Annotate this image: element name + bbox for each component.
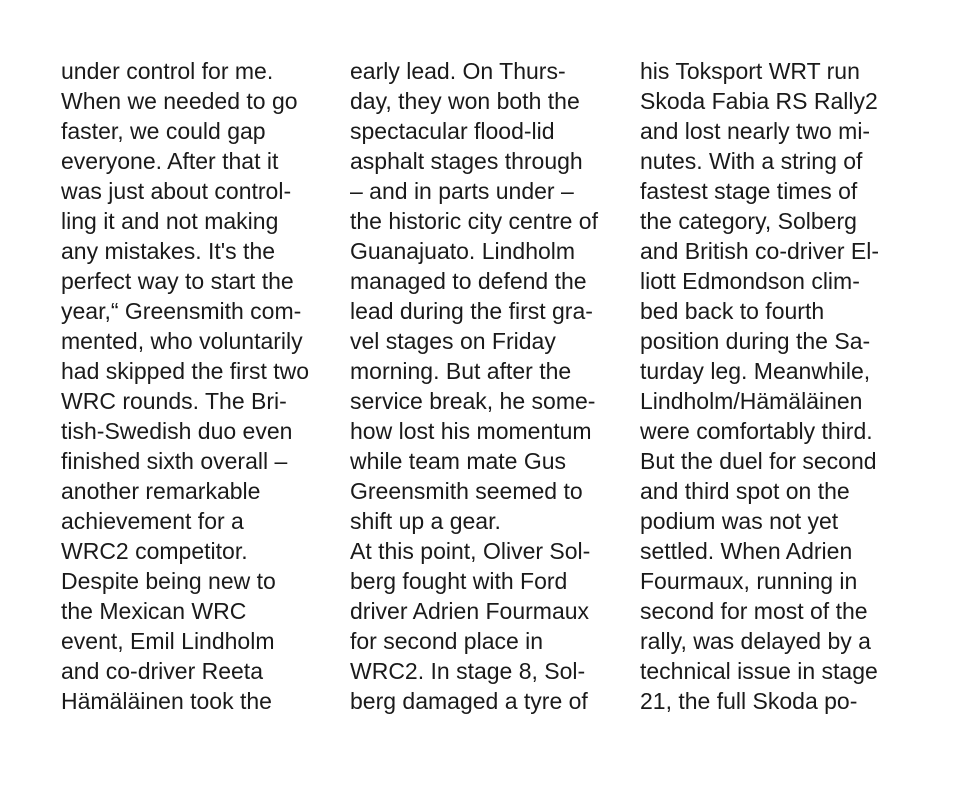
text-line: technical issue in stage [640,658,878,684]
text-line: nutes. With a string of [640,148,863,174]
text-line: shift up a gear. [350,508,501,534]
text-line: lead during the first gra- [350,298,593,324]
text-line: Fourmaux, running in [640,568,858,594]
text-line: and co-driver Reeta [61,658,263,684]
text-line: second for most of the [640,598,868,624]
text-line: perfect way to start the [61,268,294,294]
text-line: early lead. On Thurs- [350,58,566,84]
text-line: position during the Sa- [640,328,871,354]
text-line: any mistakes. It's the [61,238,276,264]
text-line: faster, we could gap [61,118,266,144]
text-line: how lost his momentum [350,418,592,444]
text-line: fastest stage times of [640,178,858,204]
text-line: the category, Solberg [640,208,857,234]
text-line: everyone. After that it [61,148,279,174]
text-line: Guanajuato. Lindholm [350,238,576,264]
text-line: his Toksport WRT run [640,58,860,84]
text-column-3 [640,56,879,716]
text-line: morning. But after the [350,358,572,384]
text-line: At this point, Oliver Sol- [350,538,591,564]
text-line: and lost nearly two mi- [640,118,871,144]
text-line: rally, was delayed by a [640,628,871,654]
text-line: another remarkable [61,478,261,504]
text-line: and British co-driver El- [640,238,880,264]
text-line: Lindholm/Hämäläinen [640,388,863,414]
text-line: podium was not yet [640,508,839,534]
text-line: event, Emil Lindholm [61,628,275,654]
text-line: When we needed to go [61,88,298,114]
text-line: settled. When Adrien [640,538,853,564]
text-line: driver Adrien Fourmaux [350,598,590,624]
text-line: Hämäläinen took the [61,688,272,714]
text-line: mented, who voluntarily [61,328,303,354]
text-line: was just about control- [61,178,292,204]
text-line: achievement for a [61,508,244,534]
text-line: berg fought with Ford [350,568,568,594]
text-line: year,“ Greensmith com- [61,298,302,324]
text-line: had skipped the first two [61,358,310,384]
text-line: vel stages on Friday [350,328,556,354]
text-line: service break, he some- [350,388,596,414]
text-line: bed back to fourth [640,298,825,324]
text-line: ling it and not making [61,208,279,234]
text-column-2 [350,56,598,716]
text-line: while team mate Gus [350,448,567,474]
text-line: for second place in [350,628,544,654]
text-line: WRC2. In stage 8, Sol- [350,658,586,684]
text-line: Despite being new to [61,568,276,594]
text-line: But the duel for second [640,448,877,474]
text-line: and third spot on the [640,478,850,504]
text-line: liott Edmondson clim- [640,268,860,294]
text-line: tish-Swedish duo even [61,418,293,444]
text-line: managed to defend the [350,268,587,294]
text-line: the historic city centre of [350,208,598,234]
text-line: finished sixth overall – [61,448,288,474]
text-column-1 [61,56,309,716]
text-line: WRC2 competitor. [61,538,248,564]
text-line: spectacular flood-lid [350,118,555,144]
text-line: WRC rounds. The Bri- [61,388,287,414]
text-line: Skoda Fabia RS Rally2 [640,88,878,114]
text-line: turday leg. Meanwhile, [640,358,871,384]
text-line: day, they won both the [350,88,580,114]
text-line: – and in parts under – [350,178,574,204]
text-line: 21, the full Skoda po- [640,688,858,714]
text-line: berg damaged a tyre of [350,688,588,714]
text-line: Greensmith seemed to [350,478,583,504]
text-line: were comfortably third. [640,418,873,444]
text-line: under control for me. [61,58,274,84]
text-line: asphalt stages through [350,148,583,174]
text-line: the Mexican WRC [61,598,247,624]
